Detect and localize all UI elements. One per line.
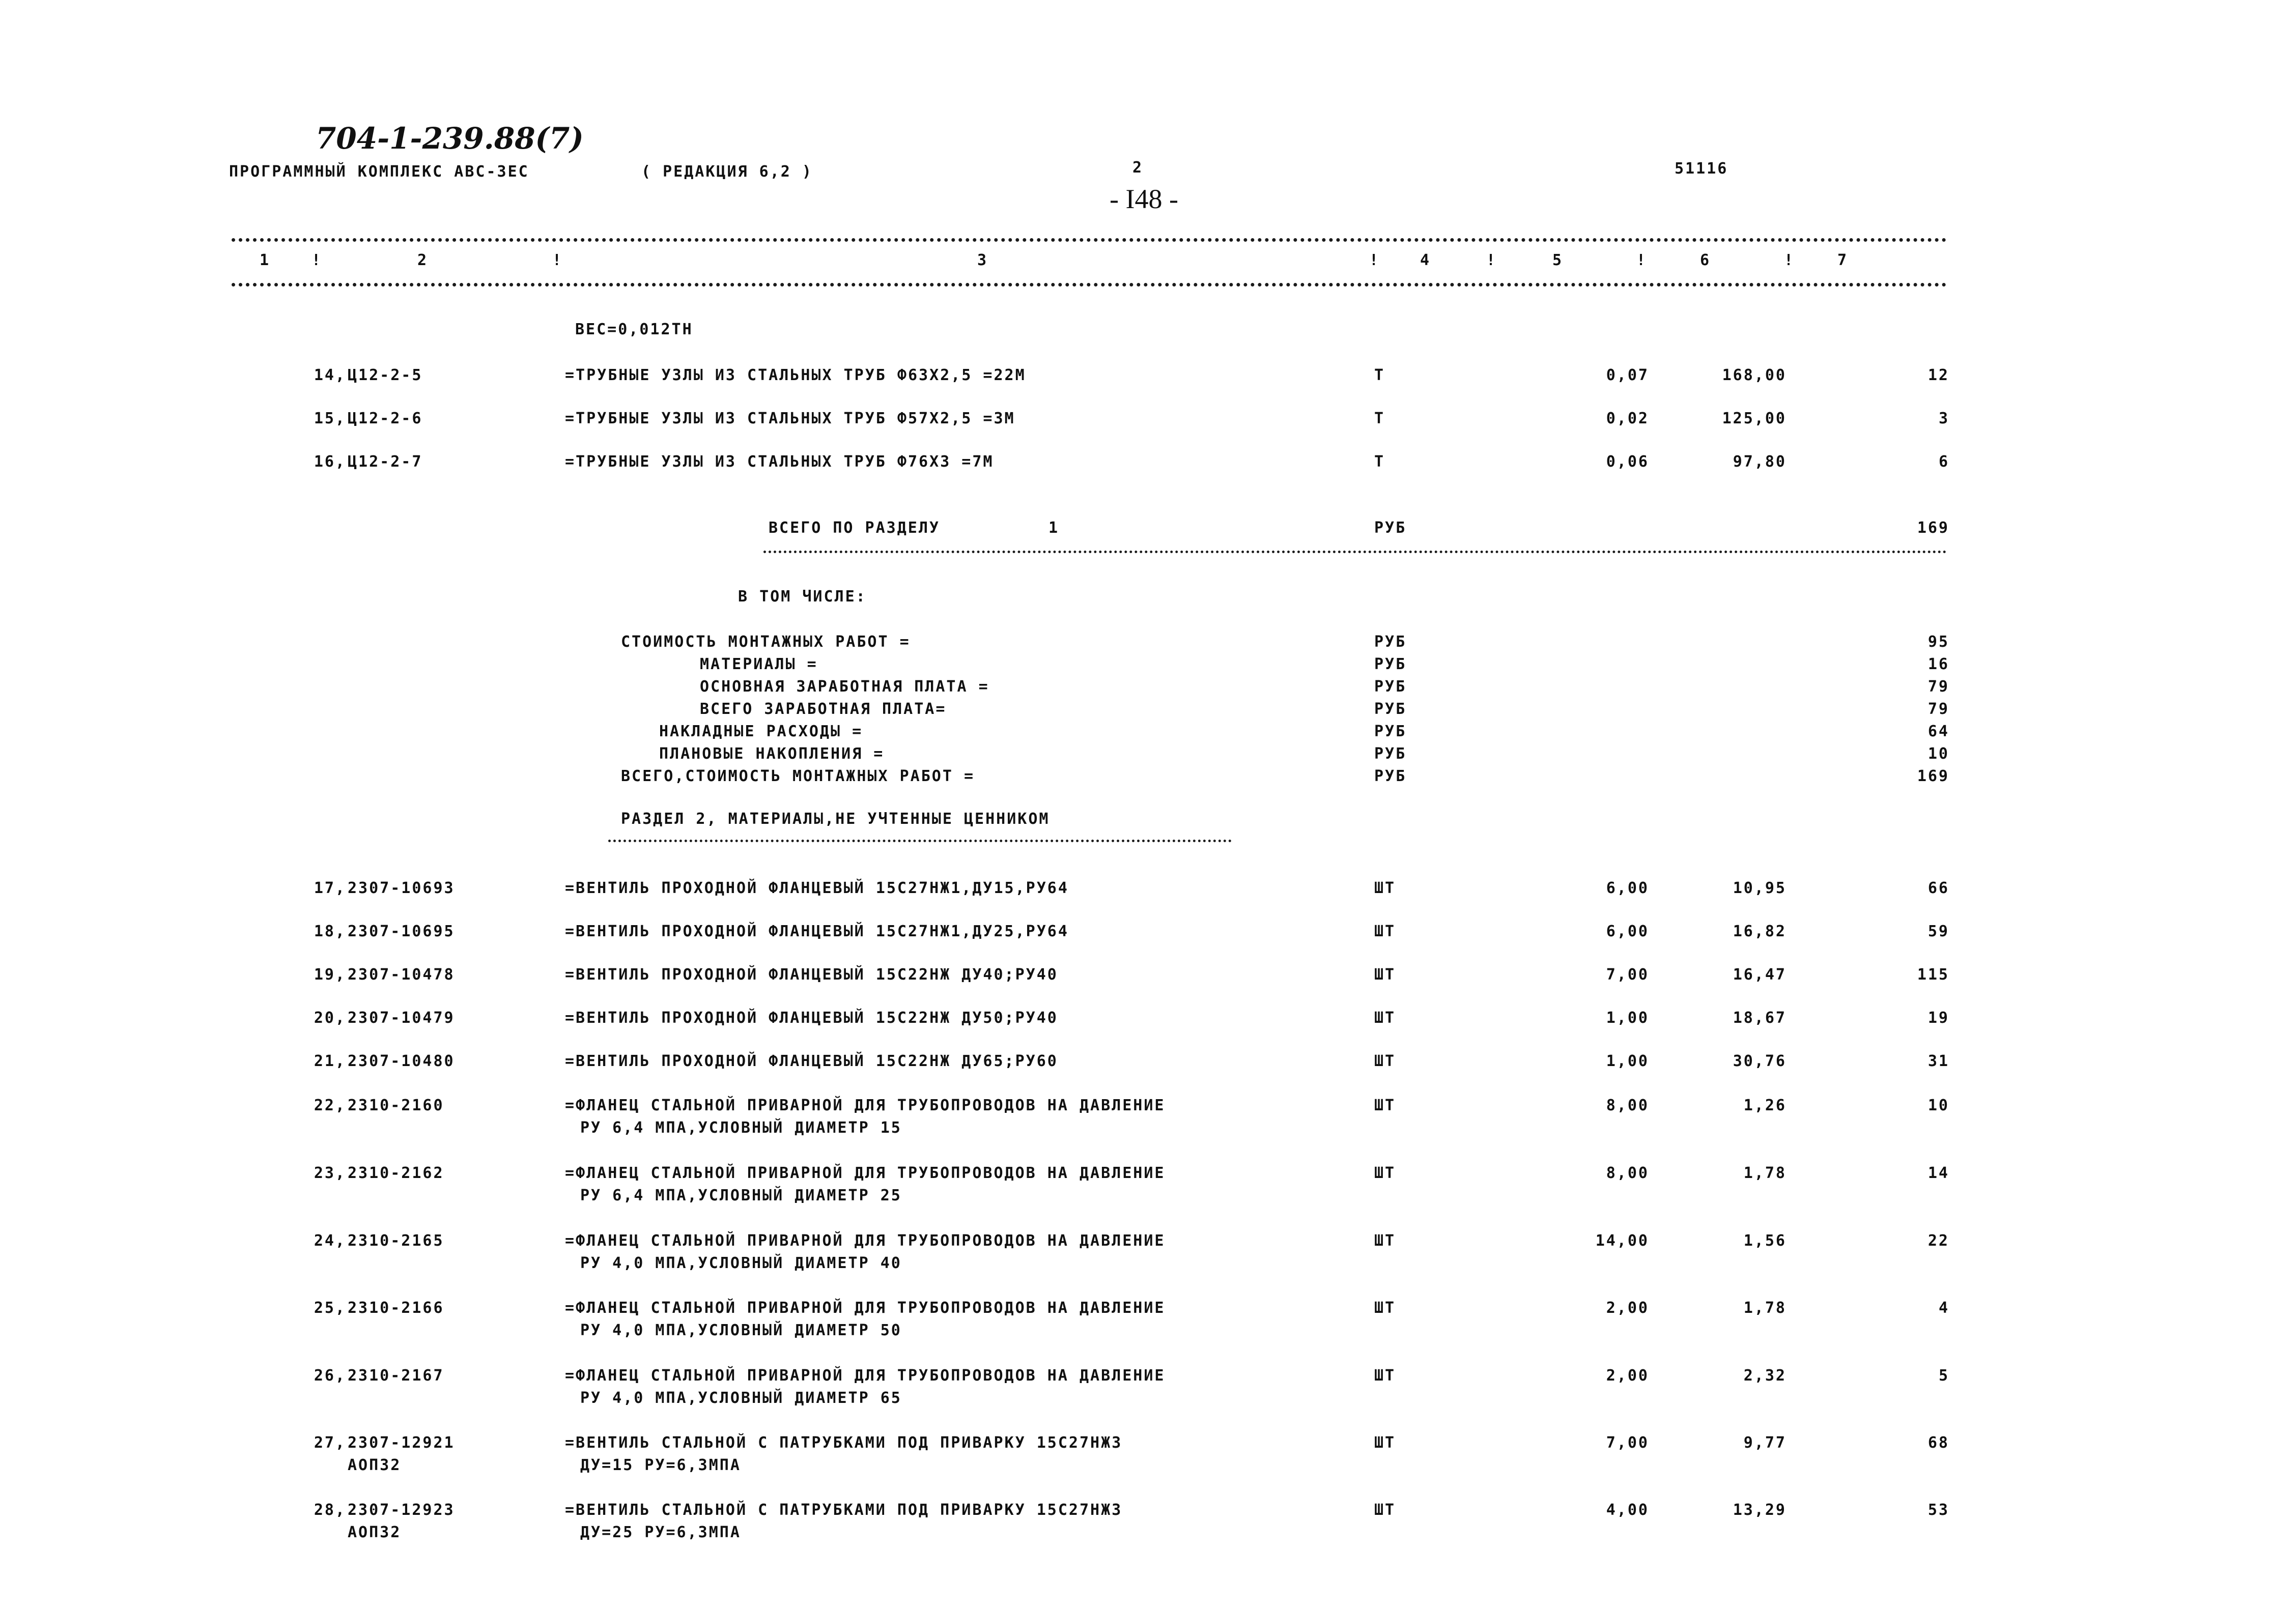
row-unit: ШТ <box>1374 923 1396 940</box>
row-price: 30,76 <box>1733 1052 1787 1070</box>
row-code: 2307-10480 <box>348 1052 455 1070</box>
row-quantity: 14,00 <box>1595 1232 1649 1250</box>
row-quantity: 7,00 <box>1606 1434 1649 1452</box>
row-unit: ШТ <box>1374 966 1396 984</box>
row-code: 2307-10478 <box>348 966 455 984</box>
row-total: 68 <box>1927 1434 1949 1452</box>
summary-value: 79 <box>1927 700 1949 718</box>
summary-unit: РУБ <box>1374 745 1407 763</box>
section-2-rule <box>608 840 1232 842</box>
summary-unit: РУБ <box>1374 723 1407 740</box>
row-code: 2310-2165 <box>348 1232 444 1250</box>
col-sep: ! <box>1784 251 1795 269</box>
col-sep: ! <box>1486 251 1497 269</box>
row-code-suffix: АОП32 <box>348 1456 402 1474</box>
section-total-rule <box>763 551 1947 553</box>
section-total-value: 169 <box>1917 519 1949 537</box>
row-quantity: 0,06 <box>1606 453 1649 471</box>
row-number: 16, <box>314 453 346 471</box>
row-unit: ШТ <box>1374 1052 1396 1070</box>
row-code: Ц12-2-5 <box>348 366 423 384</box>
col-header-5: 5 <box>1552 251 1564 269</box>
row-unit: ШТ <box>1374 1367 1396 1385</box>
row-code: 2310-2166 <box>348 1299 444 1317</box>
summary-value: 79 <box>1927 678 1949 696</box>
row-unit: Т <box>1374 366 1385 384</box>
row-code: 2307-10695 <box>348 923 455 940</box>
row-quantity: 6,00 <box>1606 879 1649 897</box>
row-unit: Т <box>1374 453 1385 471</box>
row-description: =ВЕНТИЛЬ ПРОХОДНОЙ ФЛАНЦЕВЫЙ 15С22НЖ ДУ50;РУ40 <box>565 1009 1058 1027</box>
row-unit: ШТ <box>1374 1097 1396 1114</box>
row-total: 3 <box>1938 410 1949 427</box>
row-description: =ФЛАНЕЦ СТАЛЬНОЙ ПРИВАРНОЙ ДЛЯ ТРУБОПРОВОДОВ НА ДАВЛЕНИЕ <box>565 1367 1166 1385</box>
summary-value: 64 <box>1927 723 1949 740</box>
document-code: 704-1-239.88(7) <box>316 121 584 156</box>
row-price: 97,80 <box>1733 453 1787 471</box>
col-sep: ! <box>552 251 563 269</box>
row-code: 2307-12921 <box>348 1434 455 1452</box>
row-price: 10,95 <box>1733 879 1787 897</box>
summary-unit: РУБ <box>1374 678 1407 696</box>
row-price: 1,78 <box>1743 1299 1787 1317</box>
page-number: - I48 - <box>1110 184 1178 214</box>
row-code: 2307-10693 <box>348 879 455 897</box>
row-total: 19 <box>1927 1009 1949 1027</box>
row-unit: ШТ <box>1374 1299 1396 1317</box>
row-quantity: 1,00 <box>1606 1052 1649 1070</box>
row-price: 1,78 <box>1743 1164 1787 1182</box>
summary-unit: РУБ <box>1374 700 1407 718</box>
row-price: 9,77 <box>1743 1434 1787 1452</box>
col-header-6: 6 <box>1700 251 1711 269</box>
row-description: =ВЕНТИЛЬ ПРОХОДНОЙ ФЛАНЦЕВЫЙ 15С27НЖ1,ДУ25,РУ64 <box>565 923 1069 940</box>
row-unit: ШТ <box>1374 879 1396 897</box>
row-unit: ШТ <box>1374 1501 1396 1519</box>
row-total: 14 <box>1927 1164 1949 1182</box>
row-number: 26, <box>314 1367 346 1385</box>
row-description-continued: РУ 4,0 МПА,УСЛОВНЫЙ ДИАМЕТР 50 <box>580 1321 902 1339</box>
summary-value: 10 <box>1927 745 1949 763</box>
row-description-continued: РУ 6,4 МПА,УСЛОВНЫЙ ДИАМЕТР 15 <box>580 1119 902 1137</box>
row-unit: ШТ <box>1374 1164 1396 1182</box>
document-number: 51116 <box>1675 160 1728 178</box>
including-label: В ТОМ ЧИСЛЕ: <box>738 588 867 606</box>
row-number: 25, <box>314 1299 346 1317</box>
row-quantity: 0,07 <box>1606 366 1649 384</box>
row-code: 2310-2160 <box>348 1097 444 1114</box>
row-total: 66 <box>1927 879 1949 897</box>
column-header-row <box>0 251 2296 272</box>
col-header-3: 3 <box>977 251 988 269</box>
row-quantity: 8,00 <box>1606 1164 1649 1182</box>
row-number: 24, <box>314 1232 346 1250</box>
row-total: 59 <box>1927 923 1949 940</box>
row-unit: ШТ <box>1374 1434 1396 1452</box>
row-quantity: 2,00 <box>1606 1299 1649 1317</box>
row-quantity: 7,00 <box>1606 966 1649 984</box>
summary-value: 16 <box>1927 655 1949 673</box>
row-total: 10 <box>1927 1097 1949 1114</box>
col-header-4: 4 <box>1420 251 1431 269</box>
row-code-suffix: АОП32 <box>348 1524 402 1541</box>
row-total: 115 <box>1917 966 1949 984</box>
row-number: 27, <box>314 1434 346 1452</box>
summary-label: ПЛАНОВЫЕ НАКОПЛЕНИЯ = <box>659 745 885 763</box>
row-description-continued: ДУ=25 РУ=6,3МПА <box>580 1524 741 1541</box>
row-price: 125,00 <box>1722 410 1787 427</box>
row-quantity: 0,02 <box>1606 410 1649 427</box>
header-rule-bottom <box>232 283 1947 286</box>
row-total: 6 <box>1938 453 1949 471</box>
row-description: =ФЛАНЕЦ СТАЛЬНОЙ ПРИВАРНОЙ ДЛЯ ТРУБОПРОВОДОВ НА ДАВЛЕНИЕ <box>565 1232 1166 1250</box>
row-total: 31 <box>1927 1052 1949 1070</box>
row-total: 12 <box>1927 366 1949 384</box>
row-description-continued: РУ 4,0 МПА,УСЛОВНЫЙ ДИАМЕТР 65 <box>580 1389 902 1407</box>
row-number: 17, <box>314 879 346 897</box>
row-unit: ШТ <box>1374 1232 1396 1250</box>
row-number: 18, <box>314 923 346 940</box>
row-unit: ШТ <box>1374 1009 1396 1027</box>
col-header-1: 1 <box>260 251 271 269</box>
row-number: 28, <box>314 1501 346 1519</box>
summary-unit: РУБ <box>1374 633 1407 651</box>
row-description: =ФЛАНЕЦ СТАЛЬНОЙ ПРИВАРНОЙ ДЛЯ ТРУБОПРОВОДОВ НА ДАВЛЕНИЕ <box>565 1164 1166 1182</box>
edition: ( РЕДАКЦИЯ 6,2 ) <box>641 163 813 181</box>
row-price: 13,29 <box>1733 1501 1787 1519</box>
summary-label: СТОИМОСТЬ МОНТАЖНЫХ РАБОТ = <box>621 633 911 651</box>
row-quantity: 6,00 <box>1606 923 1649 940</box>
row-quantity: 8,00 <box>1606 1097 1649 1114</box>
section-total-number: 1 <box>1048 519 1060 537</box>
summary-label: ОСНОВНАЯ ЗАРАБОТНАЯ ПЛАТА = <box>700 678 989 696</box>
col-sep: ! <box>1369 251 1380 269</box>
row-code: 2307-12923 <box>348 1501 455 1519</box>
row-number: 15, <box>314 410 346 427</box>
row-number: 23, <box>314 1164 346 1182</box>
summary-label: НАКЛАДНЫЕ РАСХОДЫ = <box>659 723 863 740</box>
row-price: 1,56 <box>1743 1232 1787 1250</box>
summary-value: 95 <box>1927 633 1949 651</box>
row-description: =ВЕНТИЛЬ СТАЛЬНОЙ С ПАТРУБКАМИ ПОД ПРИВАРКУ 15С27НЖ3 <box>565 1501 1123 1519</box>
summary-label: ВСЕГО ЗАРАБОТНАЯ ПЛАТА= <box>700 700 947 718</box>
row-quantity: 4,00 <box>1606 1501 1649 1519</box>
row-description: =ФЛАНЕЦ СТАЛЬНОЙ ПРИВАРНОЙ ДЛЯ ТРУБОПРОВОДОВ НА ДАВЛЕНИЕ <box>565 1299 1166 1317</box>
row-number: 20, <box>314 1009 346 1027</box>
row-code: 2307-10479 <box>348 1009 455 1027</box>
summary-value: 169 <box>1917 767 1949 785</box>
sheet-small-number: 2 <box>1132 159 1144 177</box>
row-number: 21, <box>314 1052 346 1070</box>
row-price: 16,47 <box>1733 966 1787 984</box>
row-code: Ц12-2-6 <box>348 410 423 427</box>
summary-unit: РУБ <box>1374 655 1407 673</box>
row-number: 14, <box>314 366 346 384</box>
row-description: =ВЕНТИЛЬ СТАЛЬНОЙ С ПАТРУБКАМИ ПОД ПРИВАРКУ 15С27НЖ3 <box>565 1434 1123 1452</box>
row-code: Ц12-2-7 <box>348 453 423 471</box>
col-header-2: 2 <box>417 251 429 269</box>
header-rule-top <box>232 238 1947 242</box>
summary-unit: РУБ <box>1374 767 1407 785</box>
row-code: 2310-2167 <box>348 1367 444 1385</box>
row-description-continued: ДУ=15 РУ=6,3МПА <box>580 1456 741 1474</box>
row-price: 16,82 <box>1733 923 1787 940</box>
row-description-continued: РУ 6,4 МПА,УСЛОВНЫЙ ДИАМЕТР 25 <box>580 1187 902 1204</box>
col-header-7: 7 <box>1837 251 1849 269</box>
row-price: 168,00 <box>1722 366 1787 384</box>
summary-label: МАТЕРИАЛЫ = <box>700 655 818 673</box>
row-number: 22, <box>314 1097 346 1114</box>
row-description: =ТРУБНЫЕ УЗЛЫ ИЗ СТАЛЬНЫХ ТРУБ Ф76Х3 =7М <box>565 453 994 471</box>
row-total: 5 <box>1938 1367 1949 1385</box>
row-price: 2,32 <box>1743 1367 1787 1385</box>
row-description: =ВЕНТИЛЬ ПРОХОДНОЙ ФЛАНЦЕВЫЙ 15С22НЖ ДУ40;РУ40 <box>565 966 1058 984</box>
weight-line: ВЕС=0,012ТН <box>575 321 693 338</box>
section-total-label: ВСЕГО ПО РАЗДЕЛУ <box>769 519 940 537</box>
row-quantity: 1,00 <box>1606 1009 1649 1027</box>
row-total: 22 <box>1927 1232 1949 1250</box>
row-description: =ФЛАНЕЦ СТАЛЬНОЙ ПРИВАРНОЙ ДЛЯ ТРУБОПРОВОДОВ НА ДАВЛЕНИЕ <box>565 1097 1166 1114</box>
row-price: 1,26 <box>1743 1097 1787 1114</box>
section-total-unit: РУБ <box>1374 519 1407 537</box>
section-2-title: РАЗДЕЛ 2, МАТЕРИАЛЫ,НЕ УЧТЕННЫЕ ЦЕННИКОМ <box>621 810 1050 828</box>
row-total: 4 <box>1938 1299 1949 1317</box>
row-price: 18,67 <box>1733 1009 1787 1027</box>
row-description: =ТРУБНЫЕ УЗЛЫ ИЗ СТАЛЬНЫХ ТРУБ Ф57Х2,5 =3М <box>565 410 1015 427</box>
row-number: 19, <box>314 966 346 984</box>
row-description-continued: РУ 4,0 МПА,УСЛОВНЫЙ ДИАМЕТР 40 <box>580 1254 902 1272</box>
row-description: =ВЕНТИЛЬ ПРОХОДНОЙ ФЛАНЦЕВЫЙ 15С22НЖ ДУ65;РУ60 <box>565 1052 1058 1070</box>
row-description: =ВЕНТИЛЬ ПРОХОДНОЙ ФЛАНЦЕВЫЙ 15С27НЖ1,ДУ15,РУ64 <box>565 879 1069 897</box>
row-total: 53 <box>1927 1501 1949 1519</box>
summary-label: ВСЕГО,СТОИМОСТЬ МОНТАЖНЫХ РАБОТ = <box>621 767 975 785</box>
col-sep: ! <box>1636 251 1648 269</box>
col-sep: ! <box>311 251 323 269</box>
row-description: =ТРУБНЫЕ УЗЛЫ ИЗ СТАЛЬНЫХ ТРУБ Ф63Х2,5 =22М <box>565 366 1026 384</box>
row-unit: Т <box>1374 410 1385 427</box>
row-code: 2310-2162 <box>348 1164 444 1182</box>
program-line: ПРОГРАММНЫЙ КОМПЛЕКС АВС-3ЕС <box>229 163 529 181</box>
row-quantity: 2,00 <box>1606 1367 1649 1385</box>
